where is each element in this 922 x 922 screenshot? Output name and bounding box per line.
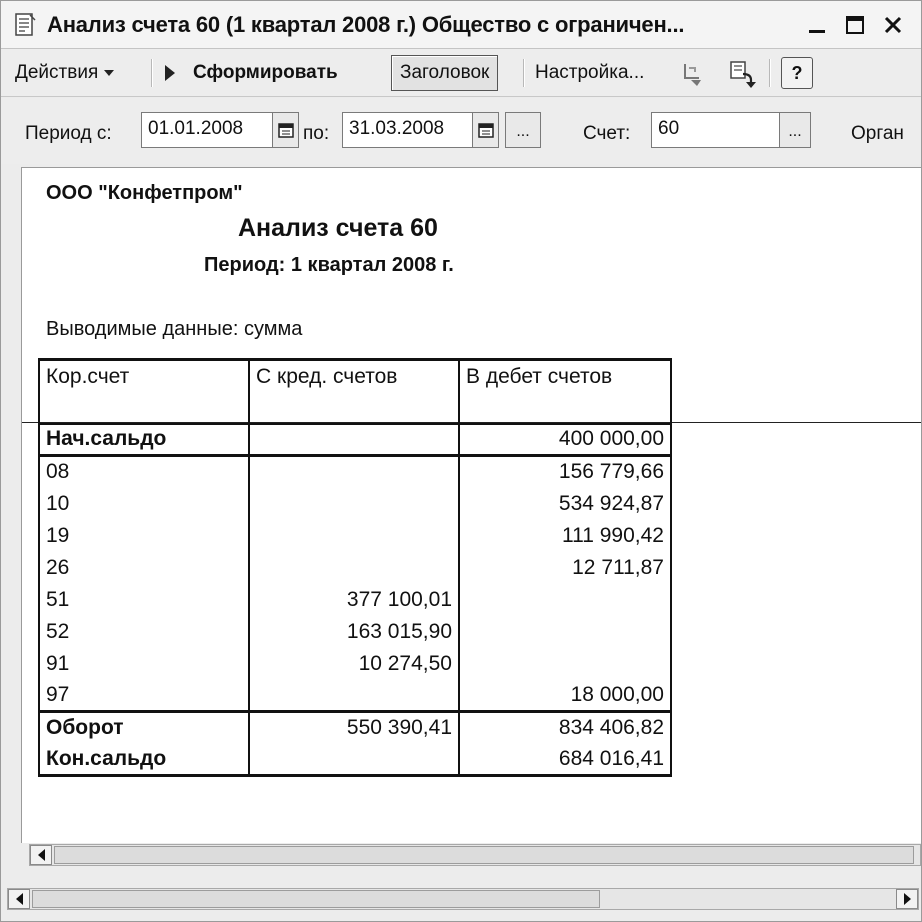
organization-label: Орган — [851, 123, 904, 144]
calendar-button-from[interactable] — [273, 112, 299, 148]
account-cell: 10 — [39, 488, 249, 520]
arrow-left-icon — [38, 849, 45, 861]
credit-cell: 377 100,01 — [249, 584, 459, 616]
debit-cell: 534 924,87 — [459, 488, 671, 520]
debit-cell — [459, 616, 671, 648]
period-from-input[interactable]: 01.01.2008 — [141, 112, 273, 148]
account-cell: 52 — [39, 616, 249, 648]
actions-menu-button[interactable] — [15, 57, 114, 89]
help-icon: ? — [791, 62, 803, 83]
window-horizontal-scrollbar[interactable] — [7, 888, 919, 910]
arrow-right-icon — [904, 893, 911, 905]
table-row — [39, 456, 671, 488]
table-row — [39, 616, 671, 648]
column-header-debit: В дебет счетов — [459, 360, 671, 424]
account-cell: 26 — [39, 552, 249, 584]
period-select-button[interactable]: ... — [505, 112, 541, 148]
table-row — [39, 584, 671, 616]
table-row — [39, 648, 671, 680]
credit-cell — [249, 488, 459, 520]
table-row — [39, 680, 671, 712]
scroll-left-button[interactable] — [8, 889, 30, 909]
arrow-left-icon — [16, 893, 23, 905]
scroll-right-button[interactable] — [896, 889, 918, 909]
opening-balance-row — [39, 424, 671, 456]
debit-cell: 156 779,66 — [459, 456, 671, 488]
credit-cell — [249, 520, 459, 552]
account-cell: 19 — [39, 520, 249, 552]
parameters-panel — [1, 98, 921, 164]
account-select-button[interactable]: ... — [779, 112, 811, 148]
closing-balance-row — [39, 744, 671, 776]
report-period: Период: 1 квартал 2008 г. — [204, 254, 454, 276]
closing-balance-credit — [249, 744, 459, 776]
table-row — [39, 552, 671, 584]
credit-cell — [249, 552, 459, 584]
table-row — [39, 488, 671, 520]
opening-balance-label: Нач.сальдо — [39, 424, 249, 456]
calendar-icon — [278, 122, 294, 138]
report-horizontal-scrollbar[interactable] — [29, 844, 921, 866]
opening-balance-credit — [249, 424, 459, 456]
output-data-label: Выводимые данные: сумма — [46, 318, 303, 340]
settings-label: Настройка... — [535, 62, 645, 83]
scroll-left-button[interactable] — [30, 845, 52, 865]
close-icon — [882, 14, 904, 36]
debit-cell: 18 000,00 — [459, 680, 671, 712]
column-header-account: Кор.счет — [39, 360, 249, 424]
save-settings-icon[interactable] — [725, 58, 757, 90]
account-cell: 51 — [39, 584, 249, 616]
report-title: Анализ счета 60 — [238, 214, 438, 242]
minimize-icon — [806, 14, 828, 36]
account-cell: 97 — [39, 680, 249, 712]
period-to-label: по: — [303, 123, 330, 144]
maximize-button[interactable] — [839, 9, 871, 41]
turnover-row — [39, 712, 671, 744]
closing-balance-label: Кон.сальдо — [39, 744, 249, 776]
credit-cell: 10 274,50 — [249, 648, 459, 680]
debit-cell — [459, 648, 671, 680]
period-from-label: Период с: — [25, 123, 112, 144]
credit-cell — [249, 680, 459, 712]
restore-settings-icon[interactable] — [677, 58, 709, 90]
window-title: Анализ счета 60 (1 квартал 2008 г.) Общество с ограничен... — [47, 12, 685, 37]
toolbar-separator — [151, 59, 153, 87]
turnover-debit: 834 406,82 — [459, 712, 671, 744]
opening-balance-debit: 400 000,00 — [459, 424, 671, 456]
minimize-button[interactable] — [801, 9, 833, 41]
header-toggle-button[interactable] — [391, 55, 498, 91]
actions-label: Действия — [15, 62, 99, 83]
table-row — [39, 520, 671, 552]
analysis-table — [38, 358, 672, 777]
form-report-label: Сформировать — [193, 62, 338, 83]
form-report-button[interactable] — [165, 57, 338, 89]
document-icon — [11, 11, 39, 39]
play-icon — [165, 65, 175, 81]
account-label: Счет: — [583, 123, 631, 144]
period-to-input[interactable]: 31.03.2008 — [342, 112, 473, 148]
closing-balance-debit: 684 016,41 — [459, 744, 671, 776]
table-header-row — [39, 360, 671, 424]
account-cell: 08 — [39, 456, 249, 488]
report-document — [21, 167, 921, 843]
debit-cell: 12 711,87 — [459, 552, 671, 584]
close-button[interactable] — [877, 9, 909, 41]
organization-name: ООО "Конфетпром" — [46, 182, 243, 204]
column-header-credit: С кред. счетов — [249, 360, 459, 424]
title-bar — [1, 1, 921, 49]
account-cell: 91 — [39, 648, 249, 680]
toolbar-separator — [769, 59, 771, 87]
scrollbar-thumb[interactable] — [32, 890, 600, 908]
maximize-icon — [844, 14, 866, 36]
debit-cell: 111 990,42 — [459, 520, 671, 552]
credit-cell — [249, 456, 459, 488]
scrollbar-thumb[interactable] — [54, 846, 914, 864]
turnover-credit: 550 390,41 — [249, 712, 459, 744]
settings-button[interactable] — [535, 57, 644, 89]
header-toggle-label: Заголовок — [400, 62, 490, 83]
account-input[interactable]: 60 — [651, 112, 781, 148]
calendar-button-to[interactable] — [473, 112, 499, 148]
turnover-label: Оборот — [39, 712, 249, 744]
debit-cell — [459, 584, 671, 616]
help-button[interactable] — [781, 57, 813, 89]
credit-cell: 163 015,90 — [249, 616, 459, 648]
toolbar-separator — [523, 59, 525, 87]
calendar-icon — [478, 122, 494, 138]
chevron-down-icon — [104, 70, 114, 76]
